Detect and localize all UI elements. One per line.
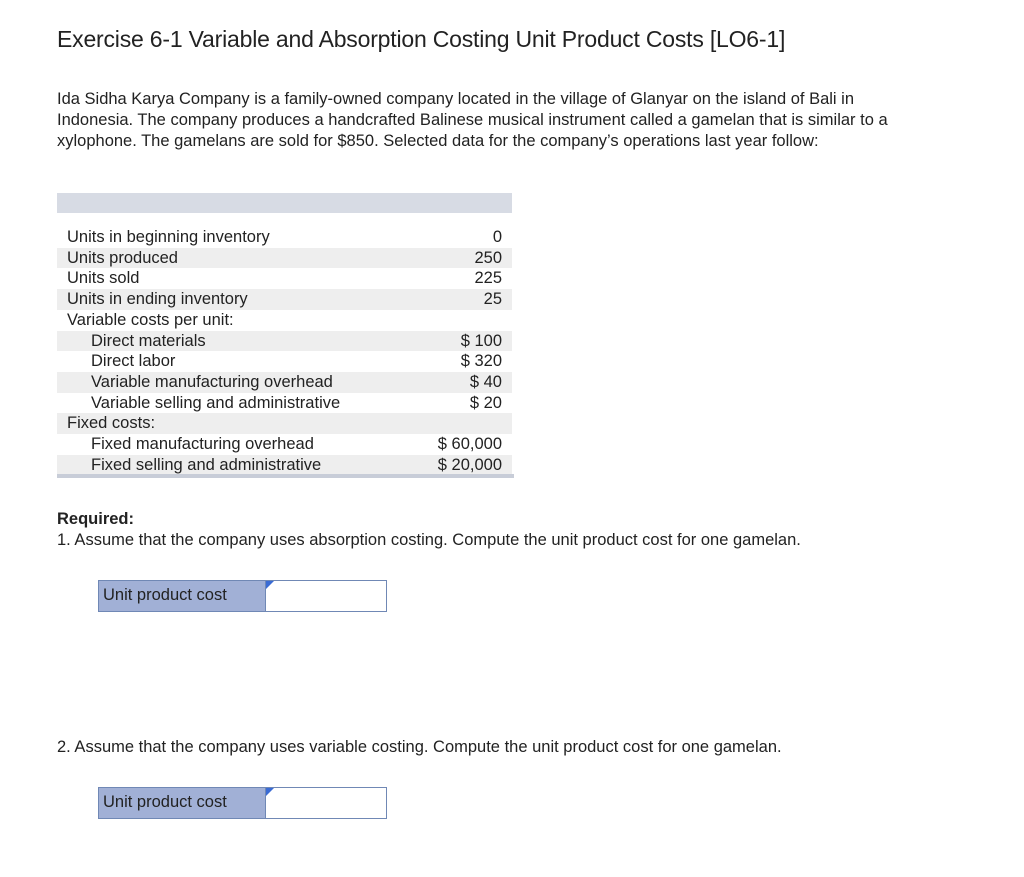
table-row xyxy=(57,372,512,393)
table-row xyxy=(57,393,512,414)
table-row xyxy=(57,413,512,434)
answer-row-1 xyxy=(98,580,387,612)
row-value: 25 xyxy=(392,289,512,310)
row-label: Units produced xyxy=(57,248,392,269)
row-value: 225 xyxy=(474,269,502,288)
operations-data-table xyxy=(57,193,512,475)
table-row xyxy=(57,227,512,248)
row-label: Fixed manufacturing overhead xyxy=(91,435,314,454)
table-row xyxy=(57,331,512,352)
table-header-row xyxy=(57,193,512,213)
row-value: $ 20 xyxy=(469,393,502,412)
answer-input-wrap xyxy=(266,788,386,818)
required-heading: Required: xyxy=(57,510,135,528)
row-value xyxy=(392,413,512,434)
row-label: Units in beginning inventory xyxy=(67,228,270,246)
row-value: $ 320 xyxy=(460,352,502,371)
row-label: Direct materials xyxy=(57,331,392,352)
row-label: Fixed costs: xyxy=(57,413,392,434)
row-value: $ 100 xyxy=(392,331,512,352)
unit-product-cost-label: Unit product cost xyxy=(99,581,266,611)
table-row xyxy=(57,351,512,372)
row-label: Variable manufacturing overhead xyxy=(57,372,392,393)
unit-product-cost-input-2[interactable] xyxy=(266,788,386,818)
question-1: 1. Assume that the company uses absorption costing. Compute the unit product cost for one gamelan. xyxy=(57,531,801,549)
table-row xyxy=(57,248,512,269)
unit-product-cost-label: Unit product cost xyxy=(99,788,266,818)
row-label: Units in ending inventory xyxy=(57,289,392,310)
exercise-title: Exercise 6-1 Variable and Absorption Costing Unit Product Costs [LO6-1] xyxy=(57,26,786,52)
intro-paragraph: Ida Sidha Karya Company is a family-owned company located in the village of Glanyar on the island of Bali in Indonesia. The company produces a handcrafted Balinese musical instrument called a gamelan that is similar to a xylophone. The gamelans are sold for $850. Selected data for the company’s operations last year follow: xyxy=(57,90,888,150)
table-row xyxy=(57,310,512,331)
answer-row-2 xyxy=(98,787,387,819)
row-label: Units sold xyxy=(67,269,140,288)
row-value: 250 xyxy=(392,248,512,269)
table-spacer xyxy=(57,213,512,227)
row-label: Fixed selling and administrative xyxy=(57,455,392,476)
table-row xyxy=(57,289,512,310)
answer-input-wrap xyxy=(266,581,386,611)
row-label: Variable costs per unit: xyxy=(67,310,234,329)
row-value: $ 60,000 xyxy=(437,435,502,454)
unit-product-cost-input-1[interactable] xyxy=(266,581,386,611)
row-value: 0 xyxy=(492,228,502,246)
row-label: Direct labor xyxy=(91,352,176,371)
row-value: $ 20,000 xyxy=(392,455,512,476)
table-row xyxy=(57,268,512,289)
row-value xyxy=(392,310,512,331)
table-bottom-border xyxy=(57,474,514,478)
question-2: 2. Assume that the company uses variable costing. Compute the unit product cost for one gamelan. xyxy=(57,738,782,756)
row-value: $ 40 xyxy=(392,372,512,393)
row-label: Variable selling and administrative xyxy=(91,393,341,412)
table-row xyxy=(57,455,512,476)
table-row xyxy=(57,434,512,455)
